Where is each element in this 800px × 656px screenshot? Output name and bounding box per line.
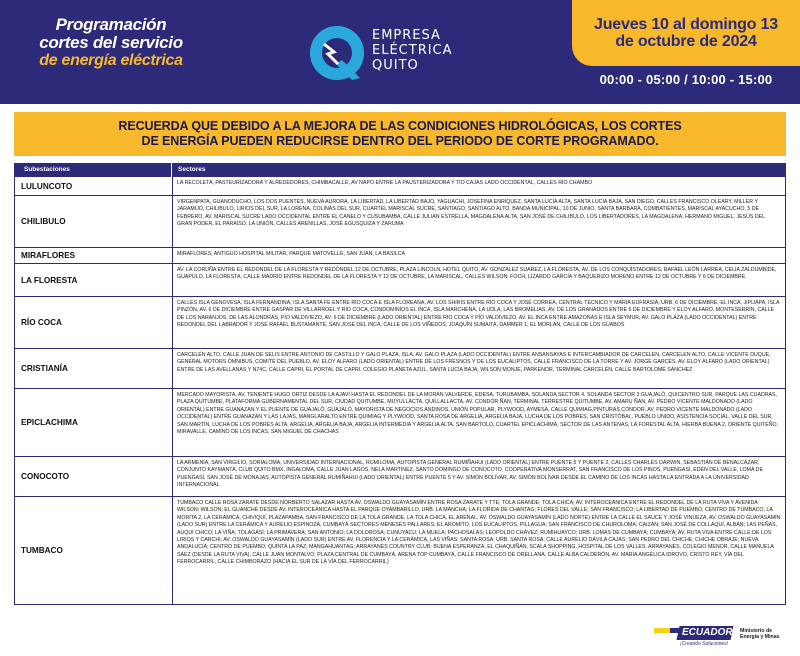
table-row — [14, 264, 786, 297]
brand-line-3: QUITO — [372, 58, 419, 73]
column-header-sectors: Sectores — [178, 166, 206, 173]
substation-name: CRISTIANÍA — [15, 349, 173, 388]
date-line-2: de octubre de 2024 — [615, 33, 757, 50]
header-banner — [0, 0, 800, 104]
ministry-line-2: Energía y Minas — [740, 634, 780, 640]
substation-name: LA FLORESTA — [15, 264, 173, 296]
table-header — [14, 163, 786, 177]
sector-list: VIRGENPATA, GUANODUCHO, LOS DOS PUENTES, NUEVA AURORA, LA LIBERTAD, LA LIBERTAD BAJO, YAGUACHI, JOSEFINA ENRÍQUEZ, SANTA LUCÍA ALTA, SANTA LUCÍA BAJA, SAN DIEGO, CALLES FRANCISCO OLEARY, MILLER Y JARAMIJÓ, CHILIBULO, LIRIOS DEL SUR, LA LORENA, COLINAS DEL SUR, CUARTEL MARISCAL SUCRE, SANTIAGO, SANTIAGO ALTO, BANDA MUNICIPAL, 10 DE JUNIO, SANTA BÁRBARA, COMBATIENTES, MARISCAL AYACUCHO, 5 DE FEBRERO, AV. MARISCAL SUCRE LADO OCCIDENTAL ENTRE EL CANELO Y CUSUBAMBA, CALLE JULIÁN ESTRELLA, MAGDALENA ALTA, SAN JOSÉ DE CHILIBULO, LOS LIBERTADORES, LA MAGDALENA, HERMANO MIGUEL, JESÚS DEL GRAN PODER, EL PARAÍSO, LA UNIÓN, CALLES ARENILLAS, JOSÉ EGUSQUIZA Y ZARUMA — [177, 199, 765, 228]
ministry-name — [740, 628, 796, 640]
date-line-1: Jueves 10 al domingo 13 — [594, 16, 778, 33]
substation-name: EPICLACHIMA — [15, 389, 173, 456]
substation-name: MIRAFLORES — [15, 248, 173, 263]
substation-name: CHILIBULO — [15, 196, 173, 247]
table-row — [14, 497, 786, 605]
brand-name — [372, 28, 453, 73]
sector-list: LA ARMENIA, SAN VIRGILIO, SORIALOMA, UNIVERSIDAD INTERNACIONAL, RUMILOMA, AUTOPISTA GENERAL RUMIÑAHUI (LADO ORIENTAL) ENTRE PUENTE 5 Y PUENTE 2, CALLES CHARLES DARWIN, SEBASTIÁN DE BENALCÁZAR, CONJUNTO KAYMANTA, CLUB QUITO BMX, INGALOMA, CALLE JUAN LAGOS, NELA MARTINEZ, SANTO DOMINGO DE CONOCOTO, COOPERATIVA MONSERRAT, SAN FRANCISCO DE LOS PINOS, PUENGASÍ, EDÉN DEL VALLE, LOMA DE PUENGASÍ, SAN JOSÉ DE MONAJAS, AUTOPISTA GENERAL RUMIÑAHUI (LADO ORIENTAL) ENTRE PUENTE 5 Y AV. SIMÓN BOLÍVAR, AV. SIMÓN BOLÍVAR DESDE EL CAMINO DE LOS INCAS HASTA LA ENTRADA A LA UNIVERSIDAD INTERNACIONAL — [177, 460, 763, 489]
title-line-2: cortes del servicio — [39, 33, 183, 52]
substation-name: LULUNCOTO — [15, 177, 173, 195]
country-name: ECUADOR — [682, 627, 733, 638]
sector-list: TUMBACO CALLE ROSA ZARATE DESDE NORBERTO SALAZAR HASTA AV. OSWALDO GUAYASAMÍN ENTRE ROSA ZARATE Y TTE; TOLA GRANDE; TOLA CHICA; AV. INTEROCEÁNICA ENTRE EL REDONDEL DE LA RUTA VIVA Y AVENIDA WILSON; WILSON; EL GUANCHE DESDE AV. INTEROCEÁNICA HASTA EL PARQUE OYAMBARILLO; URB. LA MANCHA; LA FLORIDA DE CHANTAG; FLORES DEL VALLE; SAN FRANCISCO; LA LIBERTAD DE PUEMBO, CENTRO DE TUMBACO, LA MORITA 2, LA CERÁMICA, CHIVIQUÍ, PLAZAPAMBA, SAN FRANCISCO DE LA TOLA GRANDE, LA TOLA CHICA, EL ARENAL, AV. OSWALDO GUAYASAMÍN (LADO NORTE) ENTRE LA CALLE EL SAUCE Y JOSÉ VINUEZA, AV. OSWALDO GUAYASAMÍN (LADO SUR) ENTRE LA CERÁMICA Y AURELIO ESPINOZA, CUMBAYÁ SECTORES MENESES PALLARES, EL AROMITO, LOS EUCALIPTOS, PILLAGUA; SAN FRANCISCO DE CHUROLOMA; CAIZÁN; SAN JOSÉ DE COLLAQUÍ, ALBÁN; LAS PEÑAS, AUQUÍ CHICO; LA VIÑA; TOLAGASÍ; LA PRIMAVERA; SAN ANTONIO; LA DOLOROSA; CUNUYACU; LA MUELA; PACHOSALAS; LEOPOLDO CHÁVEZ; RUMIHUAYCO; URB. LOMAS DE CUMBAYÁ; CUMBAYÁ; AV. RUTA VIVA ENTRE CALLE DE LOS LIRIOS Y CARCHI; AV. OSWALDO GUAYASAMÍN (LADO SUR) ENTRE AV. FLORENCIA Y LA CERÁMICA, LAS VIÑAS; SANTA ROSA; URB. SANTA ROSA; CALLE AURELIO DÁVILA CAJAS; SAN PEDRO DEL CHICHE; CHICHE OBRAJE; NUEVA ANDALUCÍA; CENTRO DE PUEMBO; QUINTA LA PAZ; MANGAHUANTAG; ARRAYANES COUNTRY CLUB; BUENA ESPERANZA, EL CHAQUIÑÁN, SCALA SHOPPING, HOSPITAL DE LOS VALLES, ARRAYANES, COLEGIO MENOR, CALLE MANUELA SÁEZ (DESDE LA RUTA VIVA), CALLE JUAN MONTALVO, PLAZA CENTRAL DE CUMBAYÁ, ARENA TOP CUMBAYÁ, CALLE FRANCISCO DE ORELLANA, CALLE ALBA CALDERÓN, AV. MARÍA ANGÉLICA IDROVO, CRISTO REY, VÍA DEL FERROCARRIL, CALLE CHIMBORAZO (HACIA EL SUR DE LA VÍA DEL FERROCARRIL) — [177, 500, 781, 566]
outage-table — [14, 163, 786, 605]
title-line-3: de energía eléctrica — [39, 52, 183, 69]
hydrology-notice — [14, 112, 786, 156]
ministry-line-1: Ministerio de — [740, 628, 772, 634]
program-title — [16, 16, 206, 70]
table-row — [14, 349, 786, 389]
table-row — [14, 457, 786, 497]
table-row — [14, 297, 786, 349]
substation-name: TUMBACO — [15, 497, 173, 604]
sector-list: CARCELÉN ALTO, CALLE JUAN DE SELIS ENTRE ANTONIO DE CASTILLO Y GALO PLAZA, ISLA, AV. GALO PLAZA (LADO OCCIDENTAL) ENTRE ANSANSAYAS E INTERCAMBIADOR DE CARCELÉN, CARCELÉN ALTO, CALLE VICENTE DUQUE, GENERAL MOTORS ÓMNIBUS, COMITÉ DEL PUEBLO, AV. ELOY ALFARO (LADO ORIENTAL) ENTRE DE LOS FRESNOS Y DE LOS EUCALIPTOS, CALLE FRANCISCO DE LA TORRE Y AV. JORGE GARCÉS, AV. ELOY ALFARO (LADO ORIENTAL) ENTRE DE LAS AVELLANAS Y N74C, CALLE CAPRI, EL PORTAL DE CAPRI, COLEGIO PLANETA AZUL, SANTA LUCÍA BAJA, WILSON MONJE, PARKENOR, TERMINAL CARCELÉN, CALLE BARTOLOMÉ SÁNCHEZ — [177, 352, 771, 373]
sector-list: MIRAFLORES, ANTIGUO HOSPITAL MILITAR, PARQUE MATOVELLE, SAN JUAN, LA BASILCA — [177, 251, 406, 257]
table-row — [14, 196, 786, 248]
time-slots: 00:00 - 05:00 / 10:00 - 15:00 — [599, 72, 773, 87]
table-row — [14, 177, 786, 196]
table-row — [14, 248, 786, 264]
government-tagline: ¡Creando Soluciones! — [680, 641, 729, 647]
brand-line-2: ELÉCTRICA — [372, 43, 453, 58]
date-range-box — [572, 0, 800, 66]
sector-list: MERCADO MAYORISTA, AV. TENIENTE HUGO ORTIZ DESDE LA AJAVÍ HASTA EL REDONDEL DE LA MORÁN VALVERDE, EDESA, TURUBAMBA, SOLANDA SECTOR 4, SOLANDA SECTOR 3 GUAJALÓ, QUICENTRO SUR, PARQUE LAS CUADRAS, PLAZA QUITUMBE, PLATAFORMA GUBERNAMENTAL DEL SUR, CIUDAD QUITUMBE, MUYULLACTA, QUILLALLACTA, AV. CONDOR ÑAN, TERMINAL TERRESTRE QUITUMBE, AV. AMARU ÑAN, AV. PEDRO VICENTE MALDONADO (LADO ORIENTAL) ENTRE GUANAZAN Y EL PUENTE DE GUAJALÓ, GUAJALÓ, MAYORISTA DE NEGOCIOS ANDINOS, UNIÓN POPULAR, PLYWOOD, AYMESA, CALLE QUIMIAG,PINTURAS CÓNDOR, AV. PEDRO VICENTE MALDONADO (LADO OCCIDENTAL) ENTRE GUANAZAN Y LAS LAJAS, MANGLARALTO ENTRE QUIMIAG Y PLYWOOD, SANTA ROSA DE ARGELIA, ARGELIA BAJA, LUCHA DE LOS POBRES, SAN CRISTÓBAL, PUEBLO UNIDO, ASISTENCIA SOCIAL, VALLE DEL SUR, SAN MARTÍN, LUCHA DE LOS POBRES ALTA, ARGELIA, ARGELIA BAJA, ARGELIA INTERMEDIA Y ARGELIA ALTA, SAN BARTOLO, CUARTEL EPICLACHIMA, SECTOR DE LAS ANTENAS, LA FORESTAL ALTA, HIERBA BUENA 2, ORIENTE QUITEÑO, MIRAVALLE, CAMINO DE LOS INCAS, SAN MIGUEL DE CHACHAS — [177, 392, 779, 436]
notice-line-2: DE ENERGÍA PUEDEN REDUCIRSE DENTRO DEL PERIODO DE CORTE PROGRAMADO. — [141, 134, 659, 148]
column-header-substations: Subestaciones — [14, 163, 172, 177]
eeq-logo-icon — [308, 24, 366, 82]
brand-line-1: EMPRESA — [372, 28, 441, 43]
title-line-1: Programación — [55, 15, 167, 34]
sector-list: AV. LA CORUÑA ENTRE EL REDONDEL DE LA FLORESTA Y REDONDEL 12 DE OCTUBRE, PLAZA LINCOLN, HOTEL QUITO, AV. GONZÁLEZ SUAREZ, LA FLORESTA, AV. DE LOS CONQUISTADORES, RAFAEL LEÓN LARREA, CELIA ZALDUMBIDE, GUAPULO, LA FLORESTA, CALLE MADRID ENTRE REDONDEL DE LA FLORESTA Y 12 DE OCTUBRE, LA MARISCAL, CALLES WILSON, FOCH, LIZARDO GARCÍA Y BAQUERIZO MORENO ENTRE 12 DE OCTUBRE Y 6 DE DICIEMBRE — [177, 267, 777, 281]
sector-list: CALLES ISLA GENOVESA, ISLA FERNANDINA, ISLA SANTA FE ENTRE RÍO COCA E ISLA FLOREANA, AV. LOS SHIRIS ENTRE RÍO COCA Y JOSÉ CORREA, CENTRAL TÉCNICO Y MARÍA EUFRASIA, URB. 6 DE DICIEMBRE, EL INCA, JIPIJAPA, ISLA PINZÓN, AV. 6 DE DICIEMBRE ENTRE GASPAR DE VILLARROEL Y RÍO COCA, CONDOMINIOS EL INCA, ISLA MARCHENA, LA UDLA, LAS BROMELIAS, AV. DE LOS GRANADOS ENTRE 6 DE DICIEMBRE Y ELOY ALFARO, MONTESERRÍN, CALLE DE LOS NARANJOS, DE LAS ALONDRAS, PÍO VALDIVIEZO, AV. 6 DE DICIEMBRE (LADO ORIENTAL) ENTRE RÍO COCA Y PÍO VALDIVIEZO, AV. EL INCA ENTRE AMAZONAS E ISLA SEYMUR, AV. GALO PLAZA (LADO OCCIDENTAL) ENTRE REDONDEL DEL LABRADOR Y JOSÉ RAFAEL BUSTAMANTE, SAN JOSÉ DEL INCA, CALLE DE LOS VIÑEDOS, JOAQUÍN SUMAITA, DAMMER 1, EL MORLÁN, CALLE DE LOS GUABOS — [177, 300, 780, 329]
table-row — [14, 389, 786, 457]
substation-name: RÍO COCA — [15, 297, 173, 348]
notice-line-1: RECUERDA QUE DEBIDO A LA MEJORA DE LAS CONDICIONES HIDROLÓGICAS, LOS CORTES — [118, 119, 682, 133]
sector-list: LA RECOLETA, PASTEURIZADORA Y ALREDEDORES, CHIMBACALLE, AV NAPO ENTRE LA PAUSTERIZADORA Y TÍO CAJAS LADO OCCIDENTAL, CALLES RÍO CHAMBO — [177, 180, 593, 186]
substation-name: CONOCOTO — [15, 457, 173, 496]
